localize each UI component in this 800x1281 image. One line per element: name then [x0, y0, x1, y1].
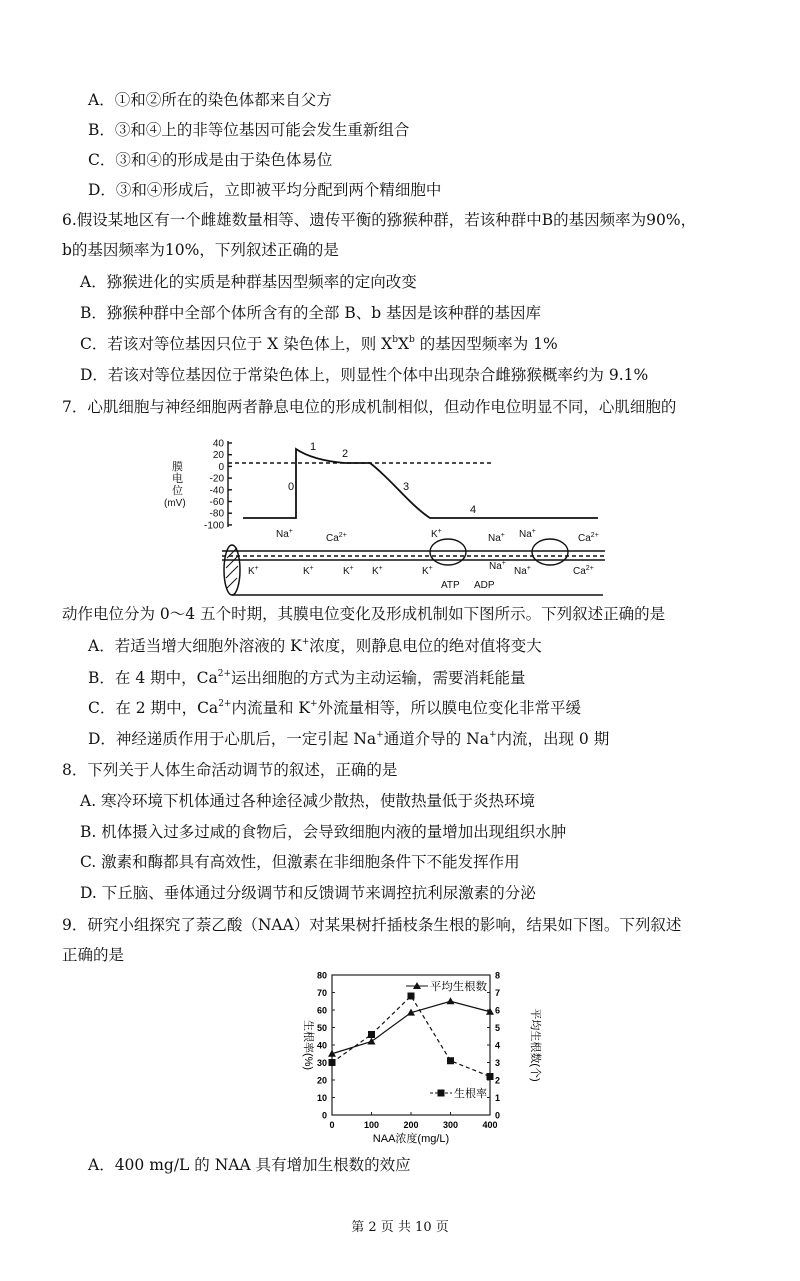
svg-text:K+: K+	[422, 565, 433, 577]
y-tick-label: 20	[316, 1075, 327, 1086]
series-line-生根率	[332, 996, 490, 1077]
superscript: b	[409, 335, 415, 345]
text-line: A. 寒冷环境下机体通过各种途径减少散热，使散热量低于炎热环境	[80, 792, 536, 810]
data-point-square	[368, 1031, 375, 1038]
superscript: 2+	[217, 669, 231, 679]
svg-text:(mV): (mV)	[164, 498, 186, 509]
superscript: b	[392, 335, 398, 345]
text-line: D．③和④形成后，立即被平均分配到两个精细胞中	[88, 181, 442, 199]
y2-tick-label: 1	[495, 1093, 501, 1103]
legend-label: 平均生根数	[430, 981, 485, 993]
y-tick-label: 30	[316, 1058, 327, 1068]
svg-text:Ca2+: $Ca^{2+}$	[326, 532, 347, 544]
text-line: D. 下丘脑、垂体通过分级调节和反馈调节来调控抗利尿激素的分泌	[80, 884, 536, 902]
svg-text:Na+: Na+	[489, 560, 506, 572]
x-tick-label: 300	[442, 1120, 459, 1130]
svg-text:K+: K+	[303, 565, 314, 577]
x-tick-label: 200	[403, 1120, 419, 1130]
text-line: A．若适当增大细胞外溶液的 K+浓度，则静息电位的绝对值将变大	[88, 637, 542, 655]
superscript: +	[376, 730, 384, 740]
y-tick-label: 80	[316, 970, 327, 981]
y2-tick-label: 8	[495, 970, 501, 981]
phase-1: 1	[310, 441, 317, 453]
y-tick-label: 70	[316, 988, 327, 998]
text-line: D．若该对等位基因位于常染色体上，则显性个体中出现杂合雌猕猴概率约为 9.1%	[80, 366, 649, 384]
y2-tick-label: 3	[495, 1058, 501, 1068]
y-tick-label: 10	[316, 1093, 327, 1103]
text-line: 正确的是	[62, 946, 125, 964]
y-axis-label: 生根率(%)	[302, 1019, 314, 1071]
text-line: B．③和④上的非等位基因可能会发生重新组合	[88, 121, 410, 139]
text-line: 8．下列关于人体生命活动调节的叙述，正确的是	[62, 761, 398, 779]
y-tick-label: 0	[321, 1110, 327, 1121]
phase-4: 4	[470, 504, 477, 516]
legend-label: 生根率	[454, 1088, 487, 1100]
y-tick-label: -80	[209, 508, 224, 520]
y2-tick-label: 2	[495, 1075, 501, 1086]
svg-text:K+: K+	[343, 565, 354, 577]
phase-0: 0	[288, 481, 295, 493]
superscript: +	[301, 637, 310, 647]
y-tick-label: -100	[203, 520, 224, 532]
y-tick-label: 40	[212, 438, 224, 450]
svg-text:ADP: ADP	[474, 580, 495, 591]
text-line: B．猕猴种群中全部个体所含有的全部 B、b 基因是该种群的基因库	[80, 304, 542, 322]
text-line: C．若该对等位基因只位于 X 染色体上，则 $X^bX^b$ 的基因型频率为 1%	[80, 335, 558, 353]
action-potential-figure	[160, 430, 620, 600]
y2-tick-label: 5	[495, 1023, 501, 1033]
text-line: C. 激素和酶都具有高效性，但激素在非细胞条件下不能发挥作用	[80, 853, 520, 871]
legend-square-icon	[438, 1090, 445, 1097]
text-line: b的基因频率为10%，下列叙述正确的是	[62, 241, 339, 259]
svg-text:Na+: Na+	[276, 528, 293, 540]
y-tick-label: -40	[209, 485, 224, 497]
svg-text:K+: K+	[372, 565, 383, 577]
data-point-square	[487, 1073, 494, 1080]
y-tick-label: 60	[316, 1005, 327, 1016]
y-tick-label: -20	[209, 473, 224, 485]
text-line: A．400 mg/L 的 NAA 具有增加生根数的效应	[88, 1156, 411, 1174]
text-line: A．猕猴进化的实质是种群基因型频率的定向改变	[80, 273, 417, 291]
text-line: 9．研究小组探究了萘乙酸（NAA）对某果树扦插枝条生根的影响，结果如下图。下列叙述	[62, 916, 682, 934]
text-line: 动作电位分为 0～4 五个时期，其膜电位变化及形成机制如下图所示。下列叙述正确的是	[62, 605, 666, 623]
data-point-triangle	[447, 997, 455, 1004]
superscript: +	[488, 730, 497, 740]
data-point-triangle	[368, 1038, 376, 1045]
text-line: 7．心肌细胞与神经细胞两者静息电位的形成机制相似，但动作电位明显不同，心肌细胞的	[62, 398, 677, 416]
y2-axis-label: 平均生根数(个)	[529, 1008, 541, 1082]
x-tick-label: 0	[329, 1120, 335, 1130]
svg-text:Ca2+: $Ca^{2+}$	[578, 532, 599, 544]
text-line: D．神经递质作用于心肌后，一定引起 Na+通道介导的 Na+内流，出现 0 期	[88, 730, 610, 748]
superscript: +	[309, 699, 318, 709]
svg-text:K+: K+	[431, 528, 442, 540]
x-axis-label: NAA浓度(mg/L)	[372, 1133, 450, 1145]
y2-tick-label: 4	[495, 1040, 501, 1051]
text-line: C．③和④的形成是由于染色体易位	[88, 151, 333, 169]
svg-text:Na+: Na+	[519, 528, 536, 540]
svg-text:Ca2+: $Ca^{2+}$	[573, 565, 594, 577]
phase-2: 2	[342, 448, 349, 460]
svg-text:ATP: ATP	[441, 580, 460, 591]
x-tick-label: 400	[482, 1120, 498, 1130]
text-line: A．①和②所在的染色体都来自父方	[88, 91, 332, 109]
text-line: B．在 4 期中，$Ca^{2+}$运出细胞的方式为主动运输，需要消耗能量	[88, 669, 526, 687]
phase-3: 3	[403, 481, 410, 493]
data-point-square	[447, 1057, 454, 1064]
svg-text:电: 电	[172, 473, 183, 485]
text-line: 6.假设某地区有一个雌雄数量相等、遗传平衡的猕猴种群，若该种群中B的基因频率为90%，	[62, 211, 697, 229]
svg-text:Na+: Na+	[488, 532, 505, 544]
svg-text:Na+: Na+	[514, 565, 531, 577]
ylabel-membrane: 膜	[172, 461, 183, 473]
y2-tick-label: 6	[495, 1005, 501, 1016]
svg-text:位: 位	[172, 485, 183, 497]
y2-tick-label: 0	[495, 1110, 501, 1121]
page-footer: 第 2 页 共 10 页	[351, 1220, 449, 1235]
svg-text:K+: K+	[248, 565, 259, 577]
x-tick-label: 100	[363, 1120, 380, 1130]
y-tick-label: 50	[316, 1023, 327, 1033]
y2-tick-label: 7	[495, 988, 501, 998]
text-line: B. 机体摄入过多过咸的食物后，会导致细胞内液的量增加出现组织水肿	[80, 823, 567, 841]
data-point-square	[329, 1059, 336, 1066]
y-tick-label: -60	[209, 497, 224, 508]
text-line: C．在 2 期中，$Ca^{2+}$内流量和 K+外流量相等，所以膜电位变化非常平缓	[88, 699, 582, 717]
naa-rooting-chart	[290, 965, 550, 1145]
data-point-square	[408, 993, 415, 1000]
y-tick-label: 0	[218, 461, 224, 473]
y-tick-label: 40	[316, 1040, 327, 1051]
y-tick-label: 20	[212, 450, 224, 462]
superscript: 2+	[218, 699, 232, 709]
